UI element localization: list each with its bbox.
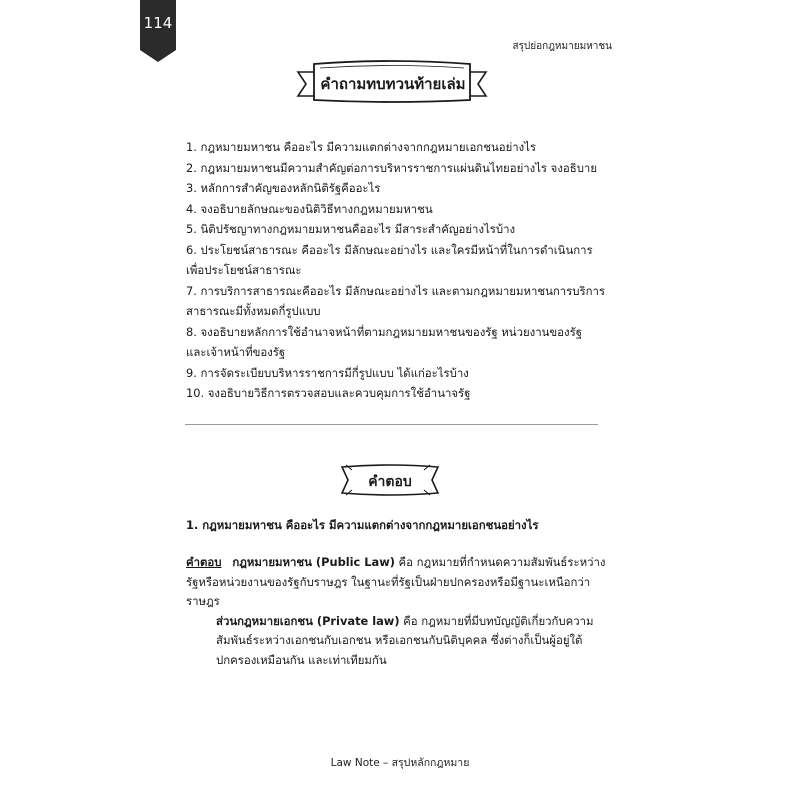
public-law-definition: คือ กฎหมายที่กำหนดความสัมพันธ์ระหว่างรัฐหรือหน่วยงานของรัฐกับราษฎร ในฐานะที่รัฐเป็นฝ่ายปกครองหรือมีฐานะเหนือกว่าราษฎร	[186, 555, 606, 608]
running-header: สรุปย่อกฎหมายมหาชน	[512, 41, 612, 52]
answer-banner-title: คำตอบ	[368, 474, 412, 490]
page-number-tab	[140, 0, 176, 62]
answer-label: คำตอบ	[186, 555, 222, 569]
answer-body	[186, 553, 606, 670]
question-item: 3. หลักการสำคัญของหลักนิติรัฐคืออะไร	[186, 181, 381, 195]
answer-question-heading: 1. กฎหมายมหาชน คืออะไร มีความแตกต่างจากกฎหมายเอกชนอย่างไร	[186, 518, 539, 532]
answer-paragraph-private	[186, 612, 606, 671]
page-footer: Law Note – สรุปหลักกฎหมาย	[330, 757, 470, 769]
question-item: 9. การจัดระเบียบบริหารราชการมีกี่รูปแบบ ได้แก่อะไรบ้าง	[186, 365, 469, 380]
question-item: 2. กฎหมายมหาชนมีความสำคัญต่อการบริหารราชการแผ่นดินไทยอย่างไร จงอธิบาย	[186, 160, 597, 175]
section-banner-title: คำถามทบทวนท้ายเล่ม	[320, 75, 466, 93]
answer-banner	[338, 461, 442, 499]
review-questions-list	[186, 137, 606, 404]
public-law-term: กฎหมายมหาชน (Public Law)	[232, 555, 395, 569]
question-item: 10. จงอธิบายวิธีการตรวจสอบและควบคุมการใช้อำนาจรัฐ	[186, 386, 471, 400]
question-item: 7. การบริการสาธารณะคืออะไร มีลักษณะอย่างไร และตามกฎหมายมหาชนการบริการสาธารณะมีทั้งหมดกี่รูปแบบ	[186, 283, 606, 318]
question-item: 1. กฎหมายมหาชน คืออะไร มีความแตกต่างจากกฎหมายเอกชนอย่างไร	[186, 140, 537, 154]
question-item: 5. นิติปรัชญาทางกฎหมายมหาชนคืออะไร มีสาระสำคัญอย่างไรบ้าง	[186, 222, 516, 236]
section-divider	[185, 424, 598, 425]
question-item: 4. จงอธิบายลักษณะของนิติวิธีทางกฎหมายมหาชน	[186, 201, 433, 216]
private-law-term: ส่วนกฎหมายเอกชน (Private law)	[216, 613, 400, 628]
question-item: 8. จงอธิบายหลักการใช้อำนาจหน้าที่ตามกฎหมายมหาชนของรัฐ หน่วยงานของรัฐ และเจ้าหน้าที่ของรัฐ	[186, 324, 582, 359]
page-number: 114	[143, 14, 173, 32]
question-item: 6. ประโยชน์สาธารณะ คืออะไร มีลักษณะอย่างไร และใครมีหน้าที่ในการดำเนินการเพื่อประโยชน์สาธารณะ	[186, 242, 593, 277]
answer-paragraph-public	[186, 553, 606, 612]
section-banner	[296, 56, 488, 106]
private-law-definition: คือ กฎหมายที่มีบทบัญญัติเกี่ยวกับความสัมพันธ์ระหว่างเอกชนกับเอกชน หรือเอกชนกับนิติบุคคล ซึ่งต่างก็เป็นผู้อยู่ใต้ปกครองเหมือนกัน และเท่าเทียมกัน	[216, 613, 594, 667]
